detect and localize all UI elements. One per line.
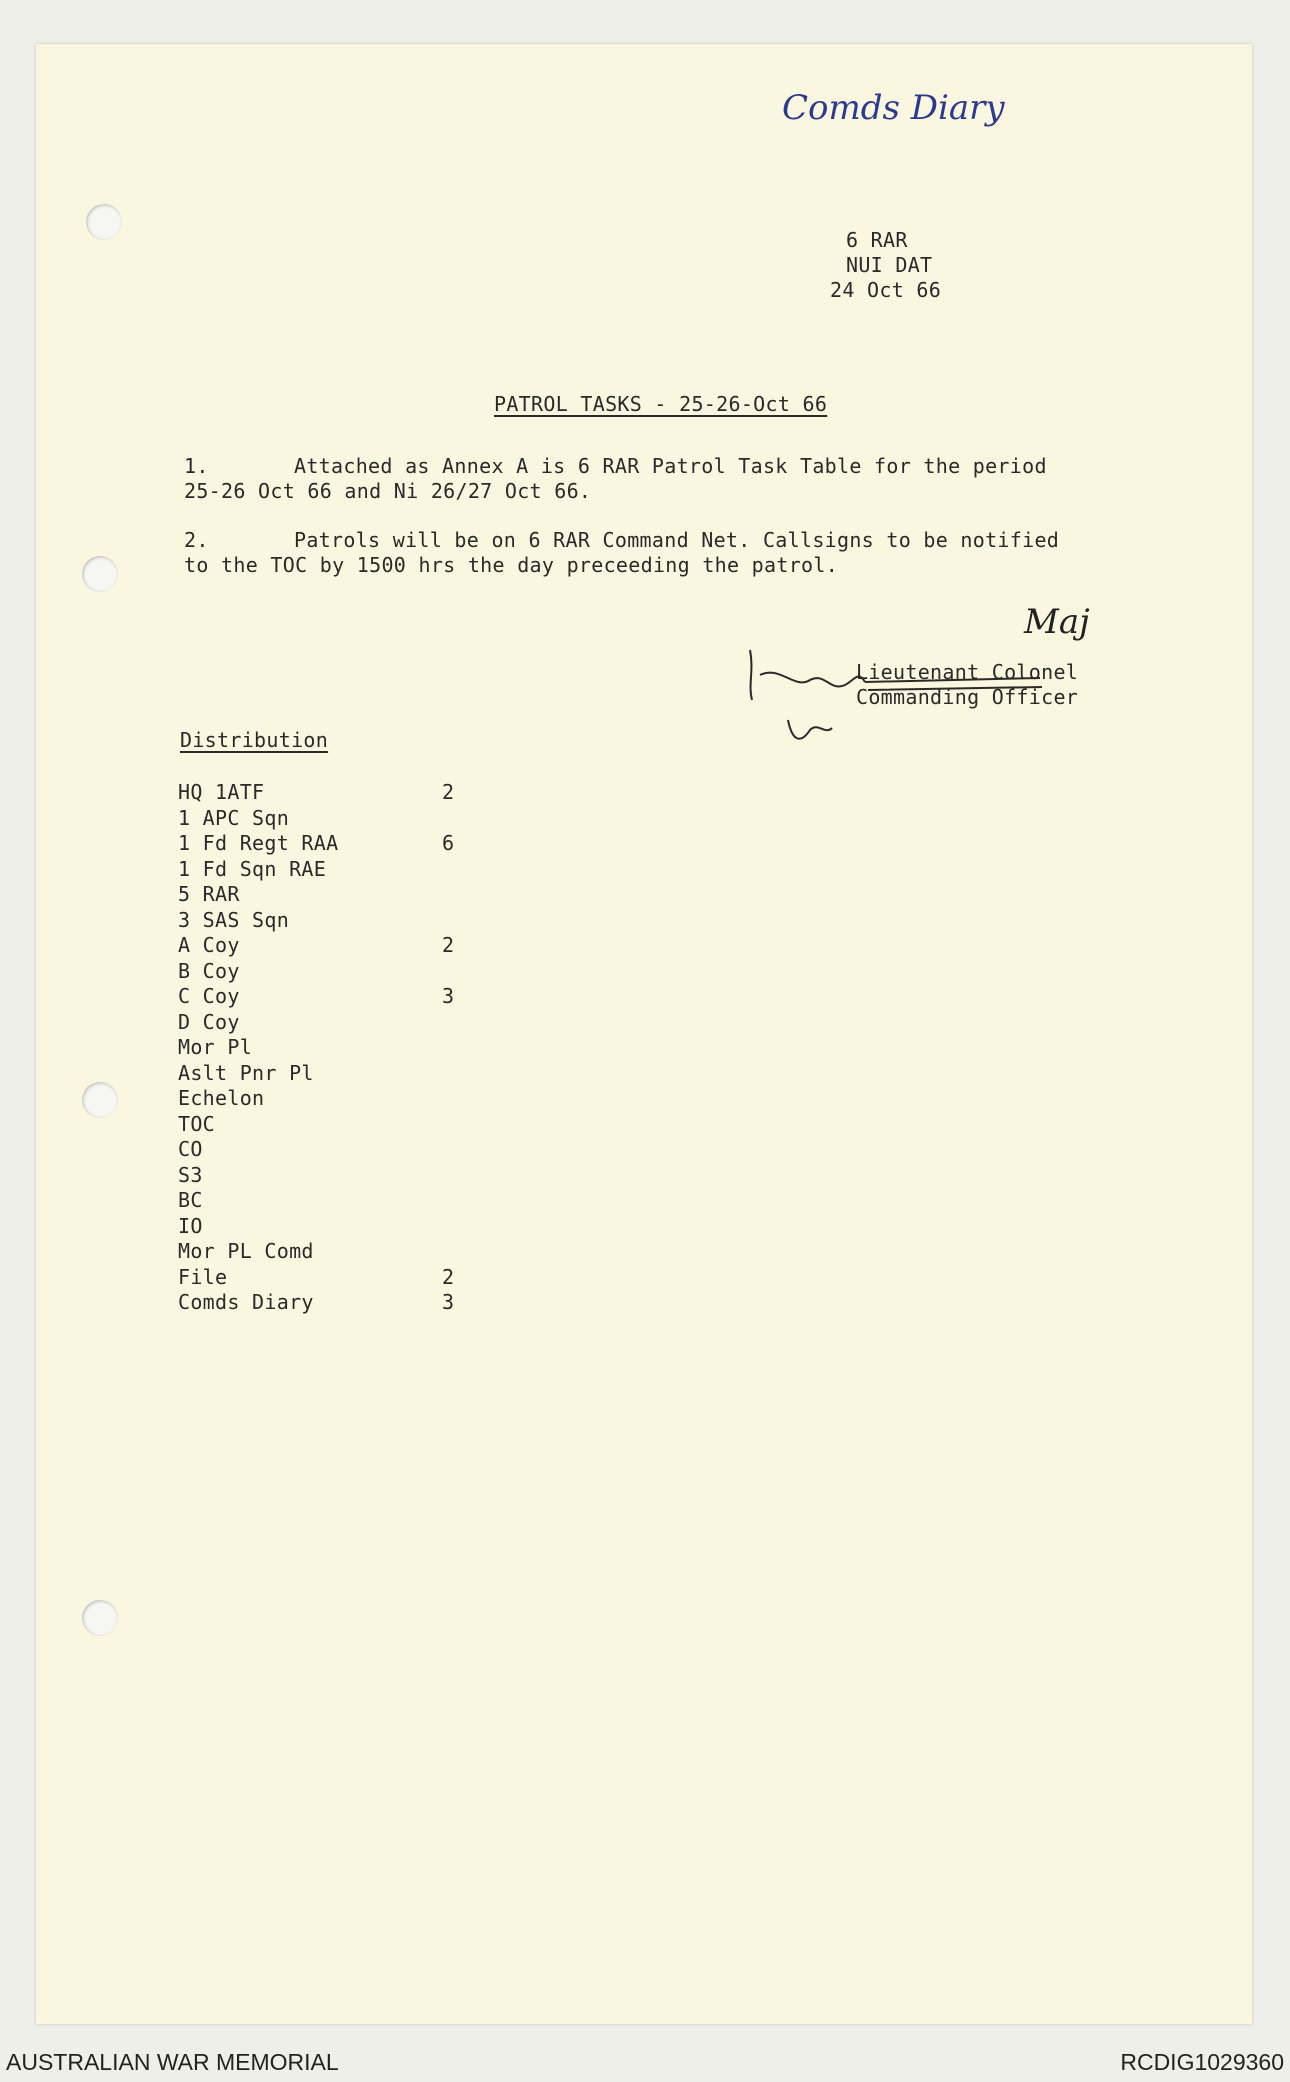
distribution-row: [178, 933, 478, 959]
header-unit: 6 RAR: [846, 228, 908, 252]
distribution-row: [178, 1010, 478, 1036]
paragraph-text: Patrols will be on 6 RAR Command Net. Callsigns to be notified to the TOC by 1500 hrs the day preceeding the patrol.: [184, 528, 1060, 577]
handwritten-heading: Comds Diary: [782, 88, 1005, 128]
distribution-row: [178, 984, 478, 1010]
distribution-addressee: A Coy: [178, 933, 240, 957]
distribution-row: [178, 1163, 478, 1189]
distribution-addressee: 1 APC Sqn: [178, 805, 290, 830]
distribution-list: [178, 780, 498, 1340]
distribution-addressee: S3: [178, 1162, 203, 1187]
distribution-addressee: CO: [178, 1137, 203, 1161]
distribution-copies: 6: [442, 831, 455, 855]
distribution-addressee: C Coy: [178, 984, 240, 1008]
signature-annotation: Maj: [1024, 602, 1090, 642]
distribution-addressee: IO: [178, 1213, 203, 1238]
distribution-row: [178, 1086, 478, 1112]
distribution-copies: 2: [442, 780, 455, 804]
distribution-row: [178, 857, 478, 883]
distribution-addressee: Mor Pl: [178, 1035, 253, 1059]
distribution-row: [178, 1061, 478, 1087]
paragraph-number: 1.: [184, 454, 209, 478]
distribution-addressee: 5 RAR: [178, 882, 240, 906]
document-title: PATROL TASKS - 25-26-Oct 66: [494, 392, 828, 416]
distribution-row: [178, 1137, 478, 1163]
distribution-row: [178, 1265, 478, 1291]
distribution-addressee: Echelon: [178, 1086, 265, 1110]
distribution-heading: Distribution: [180, 728, 329, 752]
signatory-appointment: Commanding Officer: [856, 685, 1079, 709]
distribution-copies: 2: [442, 1264, 455, 1289]
distribution-addressee: Aslt Pnr Pl: [178, 1060, 314, 1085]
distribution-addressee: 1 Fd Regt RAA: [178, 831, 339, 855]
paragraph-number: 2.: [184, 528, 209, 552]
distribution-row: [178, 1035, 478, 1061]
distribution-copies: 3: [442, 1290, 455, 1314]
distribution-addressee: 1 Fd Sqn RAE: [178, 856, 327, 881]
distribution-row: [178, 908, 478, 934]
distribution-row: [178, 806, 478, 832]
distribution-row: [178, 1188, 478, 1214]
distribution-copies: 3: [442, 984, 455, 1008]
distribution-row: [178, 959, 478, 985]
distribution-row: [178, 1239, 478, 1265]
distribution-addressee: 3 SAS Sqn: [178, 907, 290, 932]
signatory-rank: Lieutenant Colonel: [856, 660, 1079, 684]
punch-hole: [82, 1600, 118, 1636]
distribution-copies: 2: [442, 933, 455, 957]
distribution-addressee: File: [178, 1264, 228, 1289]
distribution-row: [178, 1290, 478, 1316]
punch-hole: [82, 1082, 118, 1118]
distribution-row: [178, 1112, 478, 1138]
footer-source: AUSTRALIAN WAR MEMORIAL: [6, 2049, 339, 2075]
distribution-row: [178, 882, 478, 908]
punch-hole: [86, 204, 122, 240]
distribution-addressee: TOC: [178, 1111, 216, 1136]
distribution-addressee: Mor PL Comd: [178, 1239, 314, 1263]
header-date: 24 Oct 66: [830, 278, 942, 302]
distribution-addressee: D Coy: [178, 1009, 240, 1034]
distribution-addressee: Comds Diary: [178, 1290, 314, 1314]
distribution-row: [178, 780, 478, 806]
footer-reference: RCDIG1029360: [1120, 2049, 1284, 2075]
paragraph-text: Attached as Annex A is 6 RAR Patrol Task Table for the period 25-26 Oct 66 and Ni 26/27 Oct 66.: [184, 454, 1047, 503]
distribution-addressee: B Coy: [178, 958, 240, 983]
distribution-addressee: BC: [178, 1188, 203, 1212]
distribution-row: [178, 1214, 478, 1240]
distribution-row: [178, 831, 478, 857]
distribution-addressee: HQ 1ATF: [178, 780, 265, 804]
header-location: NUI DAT: [846, 253, 933, 277]
document-page: [36, 44, 1252, 2024]
punch-hole: [82, 556, 118, 592]
